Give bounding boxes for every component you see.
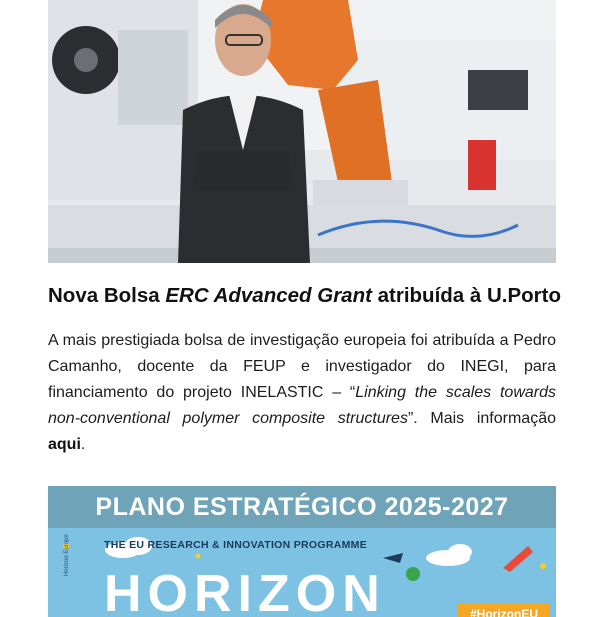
project-title: Linking the scales towards non-conventional polymer composite structures bbox=[48, 384, 556, 427]
article-hero-image[interactable] bbox=[48, 0, 556, 263]
banner-side-text: Horizon Europe bbox=[64, 534, 70, 576]
banner-subtitle: THE EU RESEARCH & INNOVATION PROGRAMME bbox=[104, 539, 368, 551]
headline-grant-name: ERC Advanced Grant bbox=[165, 284, 372, 307]
banner-hashtag: #HorizonEU bbox=[458, 604, 550, 617]
body-period: . bbox=[80, 436, 86, 453]
banner-graphics bbox=[48, 528, 556, 617]
headline-prefix: Nova Bolsa bbox=[48, 284, 166, 307]
banner-illustration bbox=[48, 528, 556, 617]
body-more-info: ”. Mais informação bbox=[407, 410, 556, 427]
banner-title: PLANO ESTRATÉGICO 2025-2027 bbox=[48, 486, 556, 528]
banner-horizon-word: HORIZON bbox=[104, 565, 386, 617]
article-headline[interactable] bbox=[48, 284, 568, 308]
strategic-plan-banner[interactable] bbox=[48, 486, 556, 617]
article-body bbox=[48, 328, 556, 458]
headline-suffix: atribuída à U.Porto bbox=[371, 284, 561, 307]
more-info-link[interactable]: aqui bbox=[48, 436, 81, 453]
lab-photo bbox=[48, 0, 556, 263]
body-intro: A mais prestigiada bolsa de investigação europeia foi atribuída a Pedro Camanho, docente da FEUP e investigador do INEGI, para financiamento do projeto INELASTIC – “ bbox=[48, 332, 556, 401]
